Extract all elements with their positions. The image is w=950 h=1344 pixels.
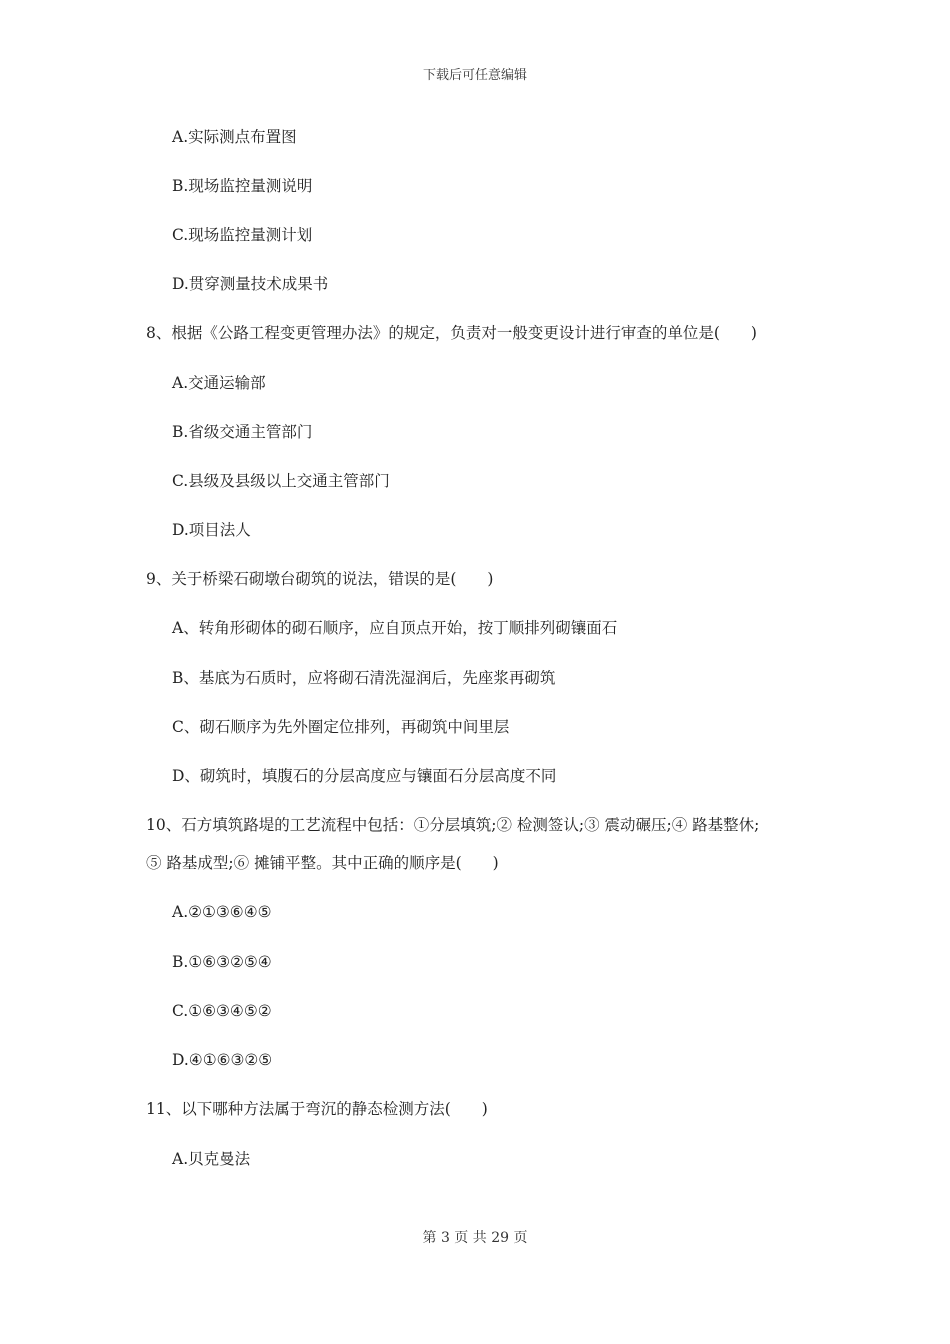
q7-option-d: D.贯穿测量技术成果书 bbox=[172, 275, 329, 293]
q9-option-b: B、基底为石质时，应将砌石清洗湿润后，先座浆再砌筑 bbox=[172, 669, 556, 687]
question-11-stem: 11、以下哪种方法属于弯沉的静态检测方法( ) bbox=[146, 1100, 488, 1118]
q10-option-d: D.④①⑥③②⑤ bbox=[172, 1051, 273, 1069]
page-footer: 第 3 页 共 29 页 bbox=[422, 1230, 528, 1246]
question-8-stem: 8、根据《公路工程变更管理办法》的规定，负责对一般变更设计进行审查的单位是( ) bbox=[146, 324, 757, 342]
q8-option-b: B.省级交通主管部门 bbox=[172, 423, 313, 441]
q7-option-b: B.现场监控量测说明 bbox=[172, 177, 313, 195]
question-10-stem-line1: 10、石方填筑路堤的工艺流程中包括：①分层填筑;② 检测签认;③ 震动碾压;④ 路基整休; bbox=[146, 816, 760, 834]
q11-option-a: A.贝克曼法 bbox=[172, 1150, 251, 1168]
q9-option-d: D、砌筑时，填腹石的分层高度应与镶面石分层高度不同 bbox=[172, 767, 557, 785]
q9-option-c: C、砌石顺序为先外圈定位排列，再砌筑中间里层 bbox=[172, 718, 510, 736]
q10-option-a: A.②①③⑥④⑤ bbox=[172, 903, 272, 921]
q7-option-c: C.现场监控量测计划 bbox=[172, 226, 313, 244]
q8-option-c: C.县级及县级以上交通主管部门 bbox=[172, 472, 390, 490]
question-9-stem: 9、关于桥梁石砌墩台砌筑的说法，错误的是( ) bbox=[146, 570, 494, 588]
q9-option-a: A、转角形砌体的砌石顺序，应自顶点开始，按丁顺排列砌镶面石 bbox=[172, 619, 618, 637]
q8-option-a: A.交通运输部 bbox=[172, 374, 266, 392]
page-header: 下载后可任意编辑 bbox=[422, 68, 527, 83]
question-10-stem-line2: ⑤ 路基成型;⑥ 摊铺平整。其中正确的顺序是( ) bbox=[146, 854, 499, 872]
q10-option-b: B.①⑥③②⑤④ bbox=[172, 953, 272, 971]
q7-option-a: A.实际测点布置图 bbox=[172, 128, 297, 146]
q8-option-d: D.项目法人 bbox=[172, 521, 251, 539]
q10-option-c: C.①⑥③④⑤② bbox=[172, 1002, 272, 1020]
